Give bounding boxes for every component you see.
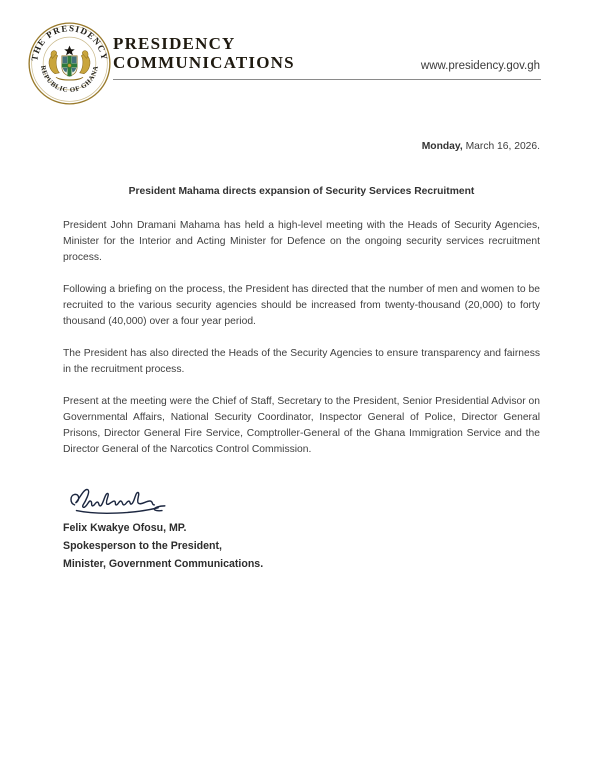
paragraph-3: The President has also directed the Heads of the Security Agencies to ensure transparency and fairness in the recruitment process. bbox=[63, 348, 540, 375]
signatory-block bbox=[63, 519, 263, 573]
signatory-name: Felix Kwakye Ofosu, MP. bbox=[63, 522, 187, 534]
svg-text:REPUBLIC OF GHANA: REPUBLIC OF GHANA bbox=[39, 64, 100, 95]
org-name-line2: COMMUNICATIONS bbox=[113, 53, 295, 72]
presidency-seal-logo bbox=[27, 21, 112, 106]
dateline-day: Monday, bbox=[421, 141, 463, 152]
signature-scrawl bbox=[64, 484, 182, 522]
header-divider bbox=[113, 79, 541, 80]
document-title: President Mahama directs expansion of Security Services Recruitment bbox=[128, 186, 475, 197]
paragraph-2: Following a briefing on the process, the President has directed that the number of men and women to be recruited to the various security agencies should be increased from twenty-thousand (20,000) to forty thousand (40,000) over a four year period. bbox=[63, 284, 540, 327]
org-name-line1: PRESIDENCY bbox=[113, 34, 236, 53]
dateline-date: March 16, 2026. bbox=[462, 141, 540, 152]
paragraph-1: President John Dramani Mahama has held a high-level meeting with the Heads of Security Agencies, Minister for the Interior and Acting Minister for Defence on the ongoing security services recruitment process. bbox=[63, 220, 540, 263]
dateline bbox=[422, 141, 540, 152]
document-body bbox=[63, 218, 540, 474]
paragraph-4: Present at the meeting were the Chief of Staff, Secretary to the President, Senior Presidential Advisor on Governmental Affairs, National Security Coordinator, Inspector General of Police, Director General Prisons, Director General Fire Service, Comptroller-General of the Ghana Immigration Service and the Director General of the Narcotics Control Commission. bbox=[63, 396, 540, 455]
signatory-role-1: Spokesperson to the President, bbox=[63, 540, 222, 552]
signatory-role-2: Minister, Government Communications. bbox=[63, 558, 264, 570]
svg-text:THE PRESIDENCY: THE PRESIDENCY bbox=[29, 23, 110, 62]
website-link[interactable]: www.presidency.gov.gh bbox=[420, 60, 540, 72]
org-name bbox=[113, 34, 295, 72]
